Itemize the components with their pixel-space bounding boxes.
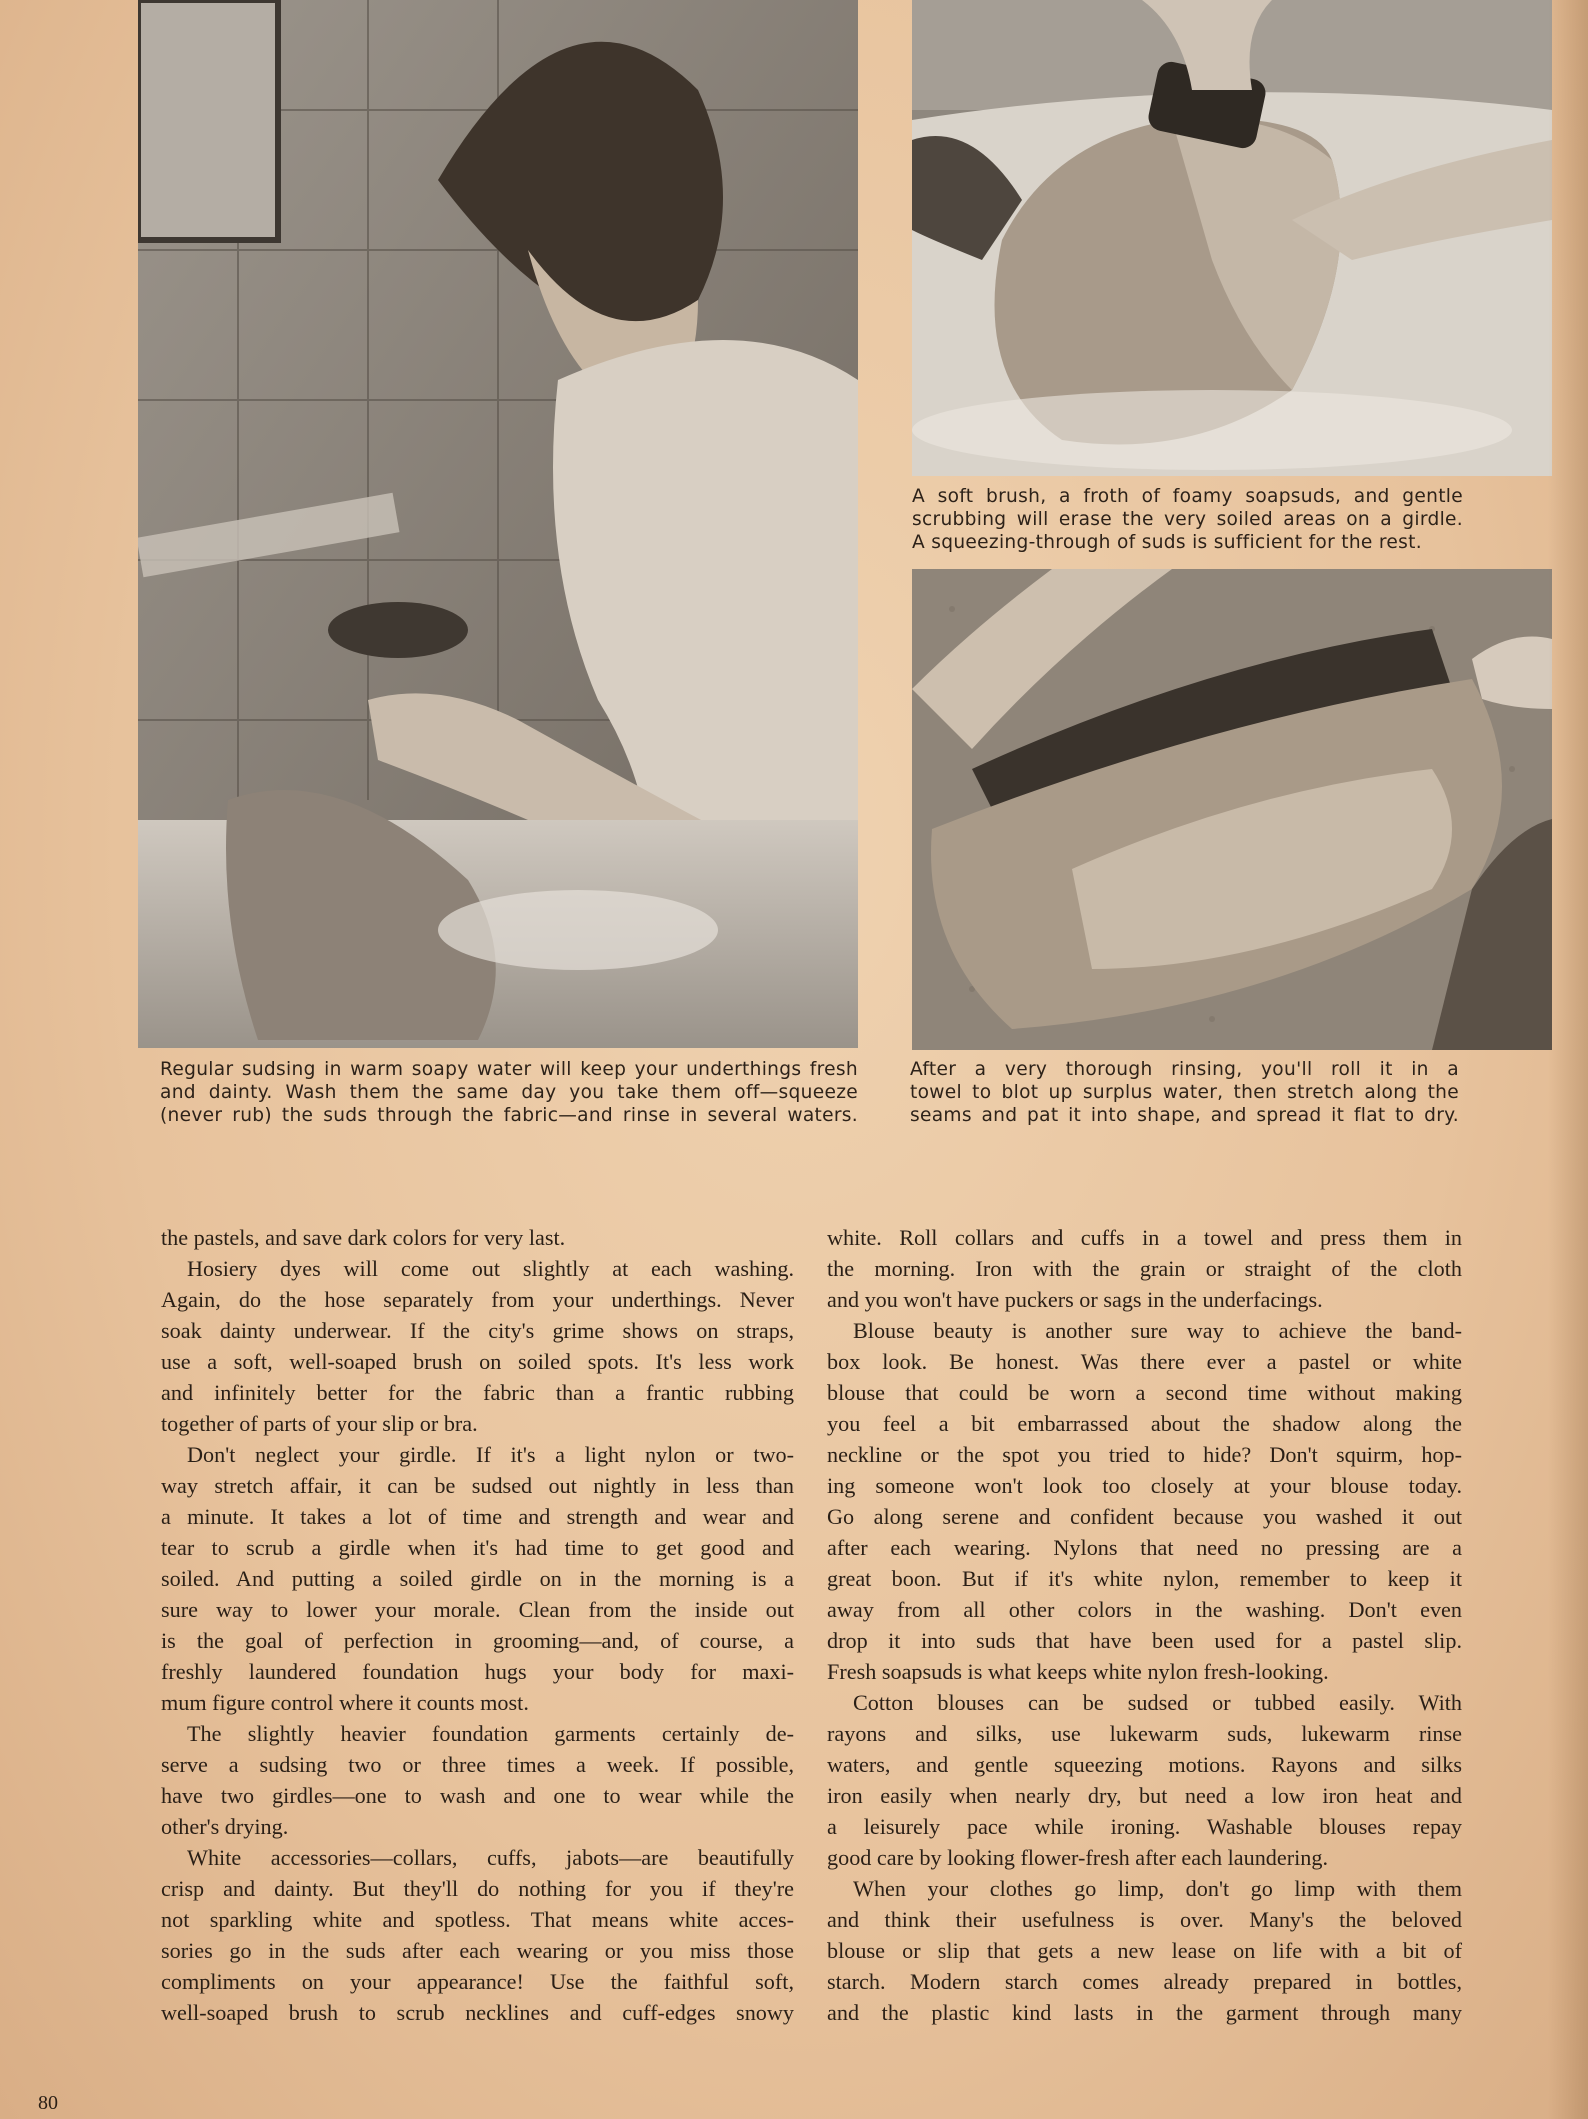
text-line: Hosiery dyes will come out slightly at each washing. [187,1256,794,1281]
caption-line: and dainty. Wash them the same day you take them off—squeeze [160,1082,858,1103]
caption-line: After a very thorough rinsing, you'll roll it in a [910,1059,1459,1080]
caption-line: A squeezing-through of suds is sufficient for the rest. [912,532,1422,553]
page-edge-shadow [1548,0,1588,2119]
text-line: sories go in the suds after each wearing or you miss those [161,1938,794,1963]
text-line: and infinitely better for the fabric than a frantic rubbing [161,1380,794,1405]
caption-line: scrubbing will erase the very soiled areas on a girdle. [912,509,1463,530]
towel-roll-photo [912,569,1552,1050]
caption-line: seams and pat it into shape, and spread it flat to dry. [910,1105,1459,1126]
text-line: away from all other colors in the washing. Don't even [827,1597,1462,1622]
text-line: neckline or the spot you tried to hide? Don't squirm, hop- [827,1442,1462,1467]
text-line: rayons and silks, use lukewarm suds, lukewarm rinse [827,1721,1462,1746]
text-line: and you won't have puckers or sags in the underfacings. [827,1287,1323,1312]
text-line: way stretch affair, it can be sudsed out nightly in less than [161,1473,794,1498]
text-line: tear to scrub a girdle when it's had time to get good and [161,1535,794,1560]
text-line: together of parts of your slip or bra. [161,1411,478,1436]
text-line: is the goal of perfection in grooming—and, of course, a [161,1628,794,1653]
text-line: a leisurely pace while ironing. Washable blouses repay [827,1814,1462,1839]
page-number: 80 [38,2092,58,2114]
text-line: use a soft, well-soaped brush on soiled spots. It's less work [161,1349,794,1374]
caption-line: A soft brush, a froth of foamy soapsuds, and gentle [912,486,1463,507]
text-line: Again, do the hose separately from your underthings. Never [161,1287,794,1312]
text-line: other's drying. [161,1814,289,1839]
sudsing-caption [160,1058,858,1127]
text-line: great boon. But if it's white nylon, remember to keep it [827,1566,1462,1591]
text-line: after each wearing. Nylons that need no pressing are a [827,1535,1462,1560]
text-line: ing someone won't look too closely at your blouse today. [827,1473,1462,1498]
text-line: soiled. And putting a soiled girdle on in the morning is a [161,1566,794,1591]
text-line: drop it into suds that have been used for a pastel slip. [827,1628,1462,1653]
towel-roll-caption [910,1058,1459,1127]
text-line: the pastels, and save dark colors for very last. [161,1225,566,1250]
text-line: compliments on your appearance! Use the faithful soft, [161,1969,794,1994]
left-text-column [161,1222,794,2028]
text-line: Go along serene and confident because you washed it out [827,1504,1462,1529]
text-line: the morning. Iron with the grain or straight of the cloth [827,1256,1462,1281]
text-line: waters, and gentle squeezing motions. Rayons and silks [827,1752,1462,1777]
right-text-column [827,1222,1462,2028]
text-line: box look. Be honest. Was there ever a pastel or white [827,1349,1462,1374]
text-line: blouse that could be worn a second time without making [827,1380,1462,1405]
text-line: When your clothes go limp, don't go limp with them [853,1876,1462,1901]
text-line: iron easily when nearly dry, but need a low iron heat and [827,1783,1462,1808]
girdle-brush-photo [912,0,1552,476]
text-line: blouse or slip that gets a new lease on life with a bit of [827,1938,1462,1963]
text-line: serve a sudsing two or three times a week. If possible, [161,1752,794,1777]
text-line: The slightly heavier foundation garments certainly de- [187,1721,794,1746]
text-line: freshly laundered foundation hugs your body for maxi- [161,1659,794,1684]
text-line: not sparkling white and spotless. That means white acces- [161,1907,794,1932]
text-line: Don't neglect your girdle. If it's a light nylon or two- [187,1442,794,1467]
woman-sudsing-photo [138,0,858,1048]
text-line: good care by looking flower-fresh after each laundering. [827,1845,1329,1870]
caption-line: towel to blot up surplus water, then stretch along the [910,1082,1459,1103]
girdle-brush-caption [912,485,1463,554]
text-line: a minute. It takes a lot of time and strength and wear and [161,1504,794,1529]
text-line: Cotton blouses can be sudsed or tubbed easily. With [853,1690,1462,1715]
text-line: crisp and dainty. But they'll do nothing for you if they're [161,1876,794,1901]
text-line: and the plastic kind lasts in the garment through many [827,2000,1462,2025]
text-line: white. Roll collars and cuffs in a towel and press them in [827,1225,1462,1250]
text-line: soak dainty underwear. If the city's grime shows on straps, [161,1318,794,1343]
text-line: well-soaped brush to scrub necklines and cuff-edges snowy [161,2000,794,2025]
text-line: and think their usefulness is over. Many's the beloved [827,1907,1462,1932]
text-line: mum figure control where it counts most. [161,1690,529,1715]
text-line: White accessories—collars, cuffs, jabots—are beautifully [187,1845,794,1870]
text-line: sure way to lower your morale. Clean from the inside out [161,1597,794,1622]
text-line: Fresh soapsuds is what keeps white nylon fresh-looking. [827,1659,1329,1684]
caption-line: Regular sudsing in warm soapy water will keep your underthings fresh [160,1059,858,1080]
text-line: have two girdles—one to wash and one to wear while the [161,1783,794,1808]
text-line: starch. Modern starch comes already prepared in bottles, [827,1969,1462,1994]
text-line: Blouse beauty is another sure way to achieve the band- [853,1318,1462,1343]
caption-line: (never rub) the suds through the fabric—and rinse in several waters. [160,1105,858,1126]
text-line: you feel a bit embarrassed about the shadow along the [827,1411,1462,1436]
